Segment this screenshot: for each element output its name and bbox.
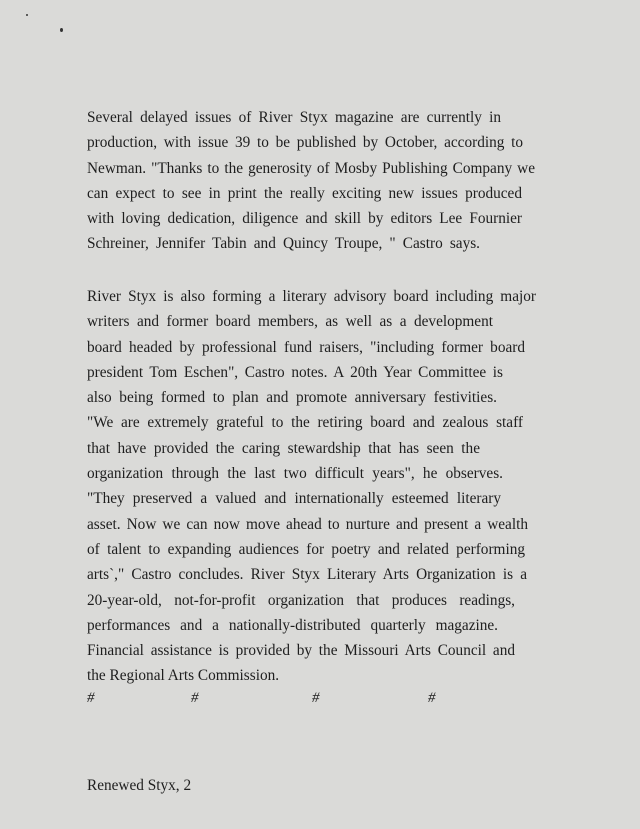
text-line: of talent to expanding audiences for poetry and related performing — [87, 540, 525, 558]
page-footer: Renewed Styx, 2 — [87, 777, 192, 794]
paper-speck — [60, 28, 63, 32]
text-line: Several delayed issues of River Styx magazine are currently in — [87, 109, 501, 126]
text-line: president Tom Eschen", Castro notes. A 20th Year Committee is — [87, 363, 503, 381]
text-line: board headed by professional fund raisers, "including former board — [87, 338, 525, 356]
end-mark: # — [428, 690, 436, 706]
text-line: Schreiner, Jennifer Tabin and Quincy Troupe, " Castro says. — [87, 235, 480, 253]
paragraph-1 — [87, 105, 535, 257]
text-line: production, with issue 39 to be published by October, according to — [87, 134, 523, 152]
text-line: asset. Now we can now move ahead to nurture and present a wealth — [87, 515, 528, 533]
text-line: with loving dedication, diligence and skill by editors Lee Fournier — [87, 210, 522, 228]
text-line: "They preserved a valued and internationally esteemed literary — [87, 490, 501, 508]
text-line: writers and former board members, as well as a development — [87, 313, 493, 331]
end-mark: # — [191, 690, 199, 706]
text-line: also being formed to plan and promote anniversary festivities. — [87, 389, 497, 407]
end-mark: # — [87, 690, 95, 706]
text-line: 20-year-old, not-for-profit organization that produces readings, — [87, 591, 515, 609]
text-line: Financial assistance is provided by the Missouri Arts Council and — [87, 642, 515, 660]
text-line: that have provided the caring stewardship that has seen the — [87, 439, 480, 457]
text-line: performances and a nationally-distributed quarterly magazine. — [87, 616, 498, 634]
text-line: "We are extremely grateful to the retiring board and zealous staff — [87, 414, 523, 432]
text-line: the Regional Arts Commission. — [87, 667, 280, 685]
text-line: Newman. "Thanks to the generosity of Mosby Publishing Company we — [87, 159, 535, 177]
text-line: arts`," Castro concludes. River Styx Literary Arts Organization is a — [87, 566, 527, 584]
paragraph-2 — [87, 284, 536, 689]
text-line: River Styx is also forming a literary advisory board including major — [87, 288, 536, 305]
text-line: can expect to see in print the really exciting new issues produced — [87, 184, 522, 202]
paper-speck — [26, 14, 28, 16]
text-line: organization through the last two difficult years", he observes. — [87, 465, 503, 483]
end-mark: # — [312, 690, 320, 706]
